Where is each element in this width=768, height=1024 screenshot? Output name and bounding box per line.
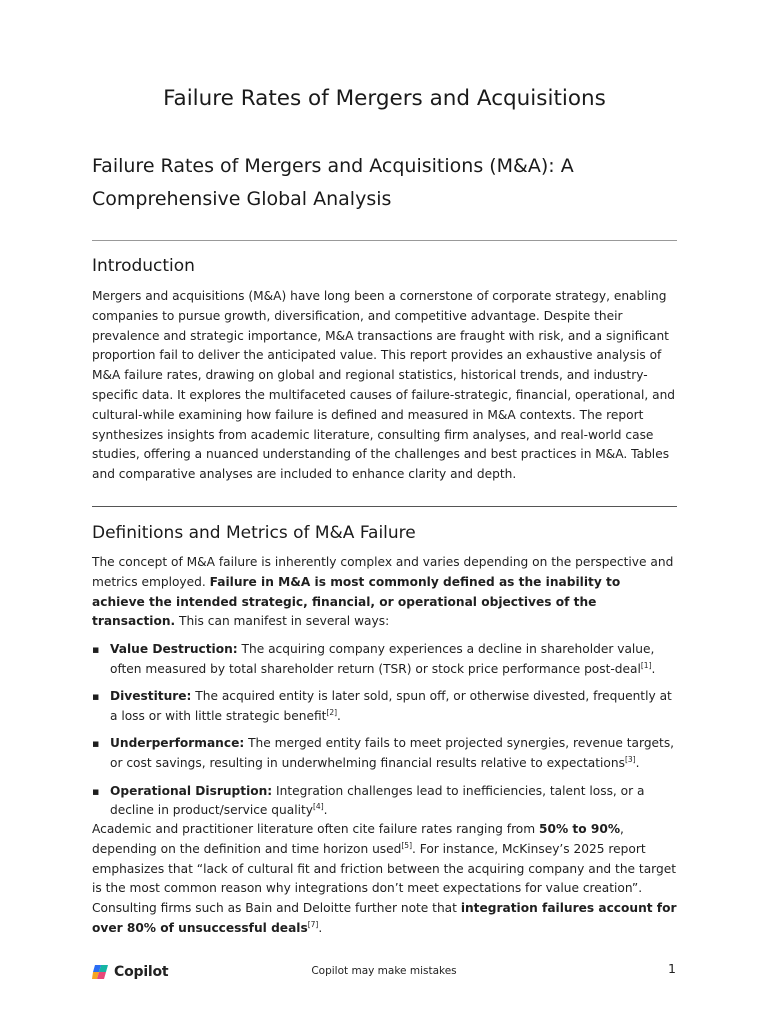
- bullet-term: Value Destruction:: [110, 642, 238, 656]
- section-divider: [92, 506, 677, 507]
- page-number: 1: [668, 961, 676, 976]
- bullet-end: .: [651, 661, 656, 676]
- introduction-heading: Introduction: [92, 256, 195, 276]
- section-divider: [92, 240, 677, 241]
- text-span: . For instance, McKinsey’s 2025 report emphasizes that “lack of cultural fit and friction between the acquiring company and the target is the most common reason why integrations don’t meet expectations for value creation”. Consulting firms such as Bain and Deloitte further note that: [92, 841, 676, 916]
- bullet-term: Operational Disruption:: [110, 783, 273, 798]
- document-title: Failure Rates of Mergers and Acquisitions: [163, 86, 606, 111]
- bullet-end: .: [323, 803, 328, 818]
- bold-definition: Failure in M&A is most commonly defined as the inability to achieve the intended strategic, financial, or operational objectives of the transaction.: [92, 574, 621, 629]
- list-item: [92, 782, 677, 822]
- citation-link[interactable]: [5]: [401, 840, 412, 850]
- bullet-text: The acquiring company experiences a decline in shareholder value, often measured by total shareholder return (TSR) or stock price performance post-deal: [110, 642, 655, 676]
- citation-link[interactable]: [3]: [624, 755, 636, 765]
- document-subtitle: Failure Rates of Mergers and Acquisitions (M&A): A Comprehensive Global Analysis: [92, 155, 574, 210]
- bullet-end: .: [635, 756, 640, 771]
- list-item: [92, 640, 677, 680]
- bullet-text: The acquired entity is later sold, spun off, or otherwise divested, frequently at a loss or with little strategic benefit: [110, 689, 672, 723]
- disclaimer-note: Copilot may make mistakes: [311, 965, 457, 977]
- bullet-term: Underperformance:: [110, 736, 245, 751]
- citation-link[interactable]: [4]: [313, 802, 324, 812]
- text-span: .: [318, 920, 323, 935]
- citation-link[interactable]: [2]: [326, 707, 338, 717]
- definitions-heading: Definitions and Metrics of M&A Failure: [92, 523, 416, 543]
- introduction-paragraph: Mergers and acquisitions (M&A) have long been a cornerstone of corporate strategy, enabling companies to pursue growth, diversification, and competitive advantage. Despite their prevalence and strategic importance, M&A transactions are fraught with risk, and a significant proportion fail to deliver the anticipated value. This report provides an exhaustive analysis of M&A failure rates, drawing on global and regional statistics, historical trends, and industry-specific data. It explores the multifaceted causes of failure-strategic, financial, operational, and cultural-while examining how failure is defined and measured in M&A contexts. The report synthesizes insights from academic literature, consulting firm analyses, and real-world case studies, offering a nuanced understanding of the challenges and best practices in M&A. Tables and comparative analyses are included to enhance clarity and depth.: [92, 289, 676, 482]
- bold-range: 50% to 90%: [539, 822, 621, 836]
- copilot-logo-text: Copilot: [114, 964, 169, 980]
- citation-link[interactable]: [7]: [307, 919, 319, 929]
- bullet-end: .: [337, 708, 341, 723]
- text-span: Academic and practitioner literature often cite failure rates ranging from: [92, 822, 540, 836]
- failure-types-list: [92, 640, 677, 829]
- citation-link[interactable]: [1]: [640, 660, 652, 670]
- closing-paragraph: [92, 820, 677, 939]
- bullet-text: The merged entity fails to meet projected synergies, revenue targets, or cost savings, resulting in underwhelming financial results relative to expectations: [110, 736, 675, 771]
- list-item: [92, 734, 677, 774]
- text-span: This can manifest in several ways:: [175, 614, 390, 629]
- text-span: , depending on the definition and time horizon used: [92, 822, 624, 856]
- bullet-term: Divestiture:: [110, 689, 192, 704]
- definitions-paragraph: [92, 553, 677, 632]
- list-item: [92, 687, 677, 727]
- text-span: The concept of M&A failure is inherently complex and varies depending on the perspective and metrics employed.: [92, 555, 674, 589]
- bold-statistic: integration failures account for over 80% of unsuccessful deals: [92, 901, 677, 935]
- bullet-text: Integration challenges lead to inefficiencies, talent loss, or a decline in product/service quality: [110, 783, 645, 818]
